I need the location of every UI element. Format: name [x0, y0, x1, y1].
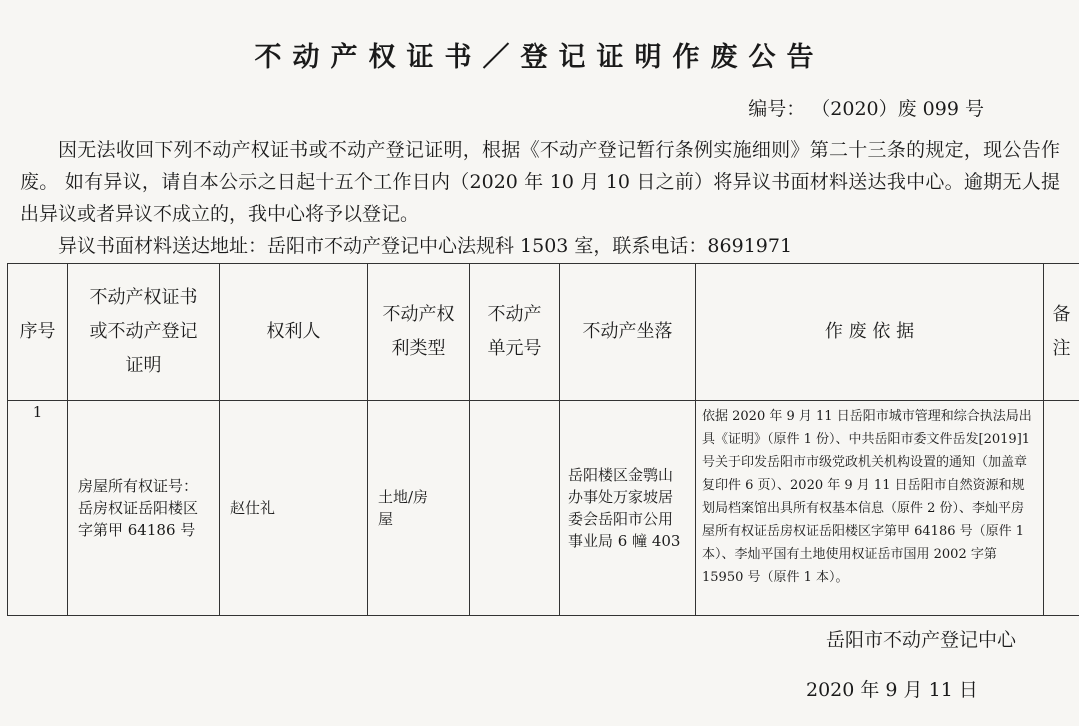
header-basis: 作 废 依 据: [696, 264, 1044, 401]
void-certificate-table: [7, 263, 1079, 616]
notice-paragraph: 因无法收回下列不动产权证书或不动产登记证明，根据《不动产登记暂行条例实施细则》第二十三条的规定，现公告作废。 如有异议，请自本公示之日起十五个工作日内（2020 年 10 月 10 日之前）将异议书面材料送达我中心。逾期无人提出异议或者异议不成立的，我中心将予以登记。: [20, 139, 1060, 225]
header-right-type: 不动产权利类型: [368, 264, 470, 401]
header-holder: 权利人: [220, 264, 368, 401]
row-seq: 1: [8, 401, 68, 616]
row-right-type: 土地/房屋: [368, 401, 470, 616]
notice-title: 不动产权证书／登记证明作废公告: [254, 42, 825, 73]
row-holder: 赵仕礼: [220, 401, 368, 616]
header-remark: 备注: [1044, 264, 1079, 401]
header-location: 不动产坐落: [560, 264, 696, 401]
row-cert: 房屋所有权证号：岳房权证岳阳楼区字第甲 64186 号: [68, 401, 220, 616]
row-location: 岳阳楼区金鹗山办事处万家坡居委会岳阳市公用事业局 6 幢 403: [560, 401, 696, 616]
header-unit-no: 不动产单元号: [470, 264, 560, 401]
issue-date: 2020 年 9 月 11 日: [806, 679, 978, 701]
objection-address-paragraph: 异议书面材料送达地址：岳阳市不动产登记中心法规科 1503 室，联系电话：8691971: [58, 235, 793, 257]
header-cert: 不动产权证书或不动产登记证明: [68, 264, 220, 401]
table-row: [8, 401, 1079, 616]
document-number: 编号： （2020）废 099 号: [748, 98, 984, 120]
row-basis: 依据 2020 年 9 月 11 日岳阳市城市管理和综合执法局出具《证明》（原件 1 份）、中共岳阳市委文件岳发[2019]1 号关于印发岳阳市市级党政机关机构设置的通知（加盖章复印件 6 页）、2020 年 9 月 11 日岳阳市自然资源和规划局档案馆出具所有权基本信息（原件 2 份）、李灿平房屋所有权证岳房权证岳阳楼区字第甲 64186 号（原件 1 本）、李灿平国有土地使用权证岳市国用 2002 字第 15950 号（原件 1 本）。: [696, 401, 1044, 616]
table-header-row: [8, 264, 1079, 401]
issuing-organization: 岳阳市不动产登记中心: [826, 629, 1017, 651]
header-seq: 序号: [8, 264, 68, 401]
row-unit-no: [470, 401, 560, 616]
row-remark: [1044, 401, 1079, 616]
